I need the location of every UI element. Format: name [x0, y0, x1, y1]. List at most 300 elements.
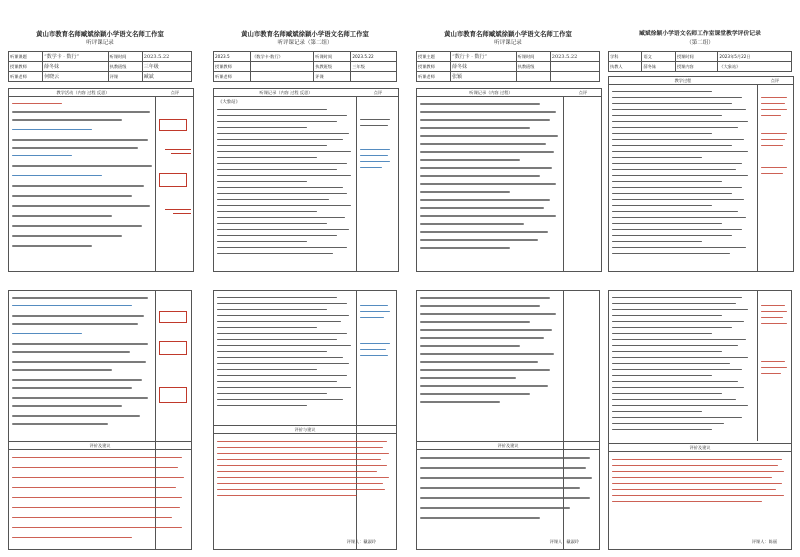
cell: 《大象站》 [718, 62, 792, 72]
cell: 《数学卡·数行》 [251, 52, 314, 62]
evaluation-heading: 评价及建议 [609, 443, 791, 451]
handwriting-line [420, 385, 548, 387]
cell: 授课内容 [675, 62, 717, 72]
handwriting-line [217, 441, 387, 442]
handwriting-line [360, 167, 382, 168]
handwriting-line [217, 163, 347, 164]
record-body [213, 88, 399, 272]
handwriting-line [217, 139, 343, 140]
evaluation-heading: 评价与建议 [214, 425, 396, 433]
page-subtitle: 听评课记录 [86, 40, 114, 46]
column-header [609, 77, 793, 85]
handwriting-line [761, 109, 787, 110]
record-body-continued [8, 290, 192, 550]
handwriting-line [420, 497, 590, 499]
handwriting-line [12, 487, 176, 488]
page-1-continued [2, 282, 198, 556]
cell: 听课老师 [9, 72, 43, 82]
page-4-continued [602, 282, 798, 556]
handwriting-line [612, 489, 776, 490]
handwriting-line [761, 373, 781, 374]
page-3 [410, 4, 606, 278]
handwriting-line [420, 467, 586, 469]
cell [550, 62, 599, 72]
handwriting-line [159, 311, 187, 323]
handwriting-line [217, 321, 341, 322]
column-divider [757, 84, 758, 271]
handwriting-line [420, 143, 546, 145]
handwriting-line [12, 245, 92, 247]
cell: 2023.5.22 [351, 52, 397, 62]
handwriting-line [612, 459, 782, 460]
cell: 授课主题 [417, 52, 451, 62]
lesson-info-table [608, 51, 792, 72]
handwriting-line [612, 357, 748, 358]
handwriting-line [12, 139, 148, 141]
handwriting-line [420, 361, 538, 363]
handwriting-line [612, 501, 762, 502]
handwriting-line [217, 369, 317, 370]
handwriting-line [420, 457, 590, 459]
handwriting-line [217, 489, 385, 490]
handwriting-line [159, 387, 187, 403]
handwriting-line [217, 363, 349, 364]
handwriting-line [612, 309, 748, 310]
handwriting-line [420, 321, 530, 323]
handwriting-line [217, 211, 317, 212]
handwriting-line [217, 169, 337, 170]
handwriting-line [420, 207, 544, 209]
handwriting-line [217, 465, 387, 466]
evaluator-signature: 评课人：戴淑玲 [346, 539, 376, 544]
handwriting-line [612, 375, 712, 376]
handwriting-line [761, 173, 783, 174]
handwriting-line [612, 139, 744, 140]
handwriting-line [612, 193, 732, 194]
page-1 [2, 4, 198, 278]
handwriting-line [612, 247, 746, 248]
handwriting-line [420, 103, 540, 105]
handwriting-line [12, 323, 138, 325]
handwriting-line [12, 507, 180, 508]
handwriting-line [612, 303, 736, 304]
cell: 授课教师 [214, 62, 251, 72]
handwriting-line [612, 217, 746, 218]
handwriting-line [420, 329, 552, 331]
handwriting-line [612, 205, 712, 206]
record-body [608, 76, 794, 272]
handwriting-line [612, 339, 746, 340]
handwriting-line [612, 321, 744, 322]
handwriting-line [612, 151, 748, 152]
column-left-label: 听课记录（内容 过程） [469, 90, 513, 95]
cell [351, 72, 397, 82]
handwriting-line [217, 217, 345, 218]
handwriting-line [761, 361, 785, 362]
record-body-continued [416, 290, 600, 550]
handwriting-line [12, 175, 102, 176]
evaluator-signature: 评课人：戴淑玲 [549, 539, 579, 544]
handwriting-line [217, 109, 327, 110]
handwriting-line [217, 247, 347, 248]
handwriting-line [360, 349, 386, 350]
handwriting-line [420, 507, 570, 509]
handwriting-line [420, 313, 556, 315]
handwriting-line [217, 459, 381, 460]
handwriting-line [12, 397, 148, 399]
handwriting-line [420, 239, 538, 241]
handwriting-line [217, 253, 333, 254]
handwriting-line [217, 121, 337, 122]
page-4 [602, 4, 798, 278]
handwriting-line [612, 405, 748, 406]
handwriting-line [420, 345, 520, 347]
handwriting-line [612, 145, 732, 146]
handwriting-line [761, 139, 785, 140]
handwriting-line [612, 223, 722, 224]
handwriting-line [217, 453, 389, 454]
handwriting-line [360, 125, 388, 126]
page-title: 黄山市教育名师臧斌徐颖小学语文名师工作室 [36, 30, 164, 38]
handwriting-line [217, 181, 307, 182]
handwriting-line [612, 175, 748, 176]
handwriting-line [360, 317, 384, 318]
handwriting-line [217, 393, 327, 394]
handwriting-line [612, 315, 722, 316]
handwriting-line [12, 517, 172, 518]
handwriting-line [761, 97, 787, 98]
handwriting-line [420, 119, 550, 121]
handwriting-line [12, 333, 82, 334]
cell: 听课时间 [314, 52, 351, 62]
handwriting-line [420, 401, 500, 403]
column-divider [563, 291, 564, 549]
handwriting-line [217, 115, 347, 116]
handwriting-line [612, 229, 742, 230]
handwriting-line [12, 129, 92, 130]
handwriting-line [761, 305, 785, 306]
handwriting-line [612, 423, 724, 424]
handwriting-line [612, 235, 732, 236]
handwriting-line [12, 205, 150, 207]
handwriting-line [420, 183, 556, 185]
handwriting-line [420, 477, 592, 479]
handwriting-line [217, 297, 337, 298]
handwriting-line [761, 323, 787, 324]
handwriting-line [420, 151, 554, 153]
handwriting-line [217, 199, 329, 200]
page-2-continued [207, 282, 403, 556]
record-body-continued [608, 290, 792, 550]
handwriting-line [761, 103, 785, 104]
handwriting-line [761, 311, 787, 312]
handwriting-line [12, 155, 72, 156]
handwriting-line [420, 517, 540, 519]
cell: “数行卡 · 数行” [451, 52, 516, 62]
handwriting-line [217, 333, 347, 334]
handwriting-line [171, 153, 191, 154]
cell: 2023.5.22 [550, 52, 599, 62]
cell: 听课老师 [214, 72, 251, 82]
handwriting-line [12, 225, 142, 227]
handwriting-line [612, 345, 738, 346]
handwriting-line [612, 211, 738, 212]
column-divider [155, 96, 156, 271]
handwriting-line [420, 159, 520, 161]
handwriting-line [420, 223, 524, 225]
handwriting-line [217, 327, 317, 328]
cell [516, 72, 550, 82]
cell: 执教班级 [108, 62, 142, 72]
handwriting-line [612, 115, 722, 116]
handwriting-line [12, 111, 150, 113]
page-subtitle: 听评课记录 [494, 40, 522, 46]
lesson-info-table [8, 51, 192, 82]
handwriting-line [420, 111, 556, 113]
handwriting-line [612, 333, 712, 334]
handwriting-line [612, 157, 702, 158]
handwriting-line [420, 127, 530, 129]
record-body [416, 88, 602, 272]
handwriting-line [420, 353, 554, 355]
handwriting-line [217, 381, 337, 382]
handwriting-line [12, 361, 146, 363]
cell: 2023.5.22 [142, 52, 191, 62]
cell: 学科 [609, 52, 642, 62]
handwriting-line [420, 199, 550, 201]
handwriting-line [612, 393, 722, 394]
handwriting-line [217, 175, 351, 176]
handwriting-line [761, 145, 783, 146]
handwriting-line [612, 417, 742, 418]
handwriting-line [217, 345, 351, 346]
handwriting-line [612, 363, 730, 364]
column-header [417, 89, 601, 97]
page-title: 黄山市教育名师臧斌徐颖小学语文名师工作室 [444, 30, 572, 38]
handwriting-line [12, 477, 184, 478]
handwriting-line [612, 169, 736, 170]
page-subtitle: 听评课记录（第二组） [277, 40, 333, 46]
cell: 听课老师 [417, 72, 451, 82]
handwriting-line [612, 495, 784, 496]
handwriting-line [420, 191, 510, 193]
handwriting-line [217, 145, 327, 146]
column-divider [757, 291, 758, 441]
page-title: 黄山市教育名师臧斌徐颖小学语文名师工作室 [241, 30, 369, 38]
handwriting-line [217, 387, 351, 388]
column-divider [155, 291, 156, 549]
handwriting-line [12, 537, 132, 538]
handwriting-line [217, 133, 349, 134]
handwriting-line [612, 241, 702, 242]
cell: 听课课题 [9, 52, 43, 62]
handwriting-line [12, 103, 62, 104]
handwriting-line [612, 253, 730, 254]
column-divider [356, 96, 357, 271]
cell: 臧斌 [142, 72, 191, 82]
column-header [9, 89, 193, 97]
cell: 授课时间 [675, 52, 717, 62]
handwriting-line [420, 297, 550, 299]
handwriting-line [420, 167, 552, 169]
handwriting-line [612, 133, 712, 134]
handwriting-line [420, 175, 540, 177]
handwriting-line [612, 97, 742, 98]
handwriting-line [360, 355, 388, 356]
handwriting-line [612, 327, 732, 328]
handwriting-line [12, 405, 122, 407]
handwriting-line [612, 351, 722, 352]
cell: 薛冬妹 [43, 62, 108, 72]
handwriting-line [612, 465, 778, 466]
lesson-info-table [213, 51, 397, 82]
page-title: 臧斌徐颖小学语文名师工作室课堂教学评价记录 [639, 31, 761, 37]
handwriting-line [159, 173, 187, 187]
handwriting-line [12, 467, 178, 468]
cell: “数学卡 · 数行” [43, 52, 108, 62]
cell: 三年级 [351, 62, 397, 72]
handwriting-line [612, 103, 732, 104]
cell: 2023.5 [214, 52, 251, 62]
evaluation-heading: 评价及建议 [417, 441, 599, 449]
record-body-continued [213, 290, 397, 550]
handwriting-line [612, 369, 742, 370]
handwriting-line [12, 351, 130, 353]
cell: 评课 [314, 72, 351, 82]
evaluator-signature: 评课人：陈丽 [751, 539, 777, 544]
handwriting-line [217, 405, 307, 406]
handwriting-line [217, 241, 307, 242]
handwriting-line [12, 387, 132, 389]
handwriting-line [360, 119, 390, 120]
handwriting-line [420, 393, 530, 395]
handwriting-line [360, 343, 390, 344]
handwriting-line [612, 127, 738, 128]
cell [251, 72, 314, 82]
handwriting-line [217, 315, 349, 316]
handwriting-line [12, 423, 108, 425]
handwriting-line [12, 195, 132, 197]
handwriting-line [612, 181, 722, 182]
handwriting-line [420, 487, 580, 489]
handwriting-line [420, 135, 558, 137]
cell: 何晓云 [43, 72, 108, 82]
handwriting-line [217, 447, 383, 448]
handwriting-line [173, 213, 191, 214]
cell: 听课时间 [516, 52, 550, 62]
handwriting-line [12, 315, 144, 317]
cell [251, 62, 314, 72]
handwriting-line [612, 429, 712, 430]
handwriting-line [12, 297, 148, 299]
handwriting-line [217, 187, 343, 188]
column-left-label: 教学过程 [674, 78, 692, 83]
lesson-title: 《大象站》 [218, 100, 240, 105]
page-2 [207, 4, 403, 278]
cell [550, 72, 599, 82]
handwriting-line [612, 471, 784, 472]
handwriting-line [165, 209, 191, 210]
handwriting-line [612, 483, 782, 484]
handwriting-line [360, 311, 390, 312]
handwriting-line [12, 457, 182, 458]
handwriting-line [217, 127, 307, 128]
handwriting-line [12, 235, 122, 237]
column-divider [356, 291, 357, 549]
handwriting-line [12, 379, 142, 381]
handwriting-line [612, 199, 744, 200]
cell: 张颖 [451, 72, 516, 82]
handwriting-line [612, 109, 746, 110]
handwriting-line [217, 471, 377, 472]
cell: 薛冬妹 [451, 62, 516, 72]
handwriting-line [159, 341, 187, 355]
handwriting-line [217, 223, 327, 224]
handwriting-line [612, 297, 742, 298]
handwriting-line [761, 167, 787, 168]
cell: 授课教师 [9, 62, 43, 72]
handwriting-line [420, 215, 556, 217]
handwriting-line [12, 185, 144, 187]
cell: 听课时间 [108, 52, 142, 62]
cell: 语文 [642, 52, 675, 62]
handwriting-line [12, 343, 148, 345]
handwriting-line [217, 495, 357, 496]
handwriting-line [761, 133, 787, 134]
cell: 执教班级 [516, 62, 550, 72]
page-subtitle: （第二组） [686, 40, 714, 46]
handwriting-line [612, 187, 742, 188]
handwriting-line [217, 357, 343, 358]
handwriting-line [761, 367, 787, 368]
handwriting-line [217, 483, 383, 484]
handwriting-line [217, 193, 347, 194]
handwriting-line [217, 399, 343, 400]
handwriting-line [420, 247, 510, 249]
cell: 薛冬妹 [642, 62, 675, 72]
column-left-label: 教学活动（内容 过程 反思） [56, 90, 110, 95]
cell: 授课教师 [417, 62, 451, 72]
handwriting-line [217, 339, 337, 340]
handwriting-line [612, 411, 702, 412]
column-right-label: 点评 [770, 78, 780, 83]
handwriting-line [12, 147, 138, 149]
handwriting-line [12, 215, 112, 217]
column-divider [563, 96, 564, 271]
lesson-info-table [416, 51, 600, 82]
evaluation-heading: 评价及建议 [9, 441, 191, 449]
handwriting-line [217, 151, 351, 152]
cell: 2023年5月22日 [718, 52, 792, 62]
handwriting-line [761, 115, 781, 116]
handwriting-line [217, 351, 327, 352]
handwriting-line [612, 387, 744, 388]
handwriting-line [761, 317, 783, 318]
cell: 三年级 [142, 62, 191, 72]
handwriting-line [360, 155, 388, 156]
handwriting-line [159, 119, 187, 131]
handwriting-line [217, 235, 337, 236]
handwriting-line [420, 231, 548, 233]
handwriting-line [12, 497, 182, 498]
handwriting-line [420, 377, 516, 379]
handwriting-line [217, 303, 347, 304]
handwriting-line [612, 399, 736, 400]
cell: 执教人 [609, 62, 642, 72]
handwriting-line [360, 305, 388, 306]
column-right-label: 点评 [170, 90, 180, 95]
cell: 执教班级 [314, 62, 351, 72]
